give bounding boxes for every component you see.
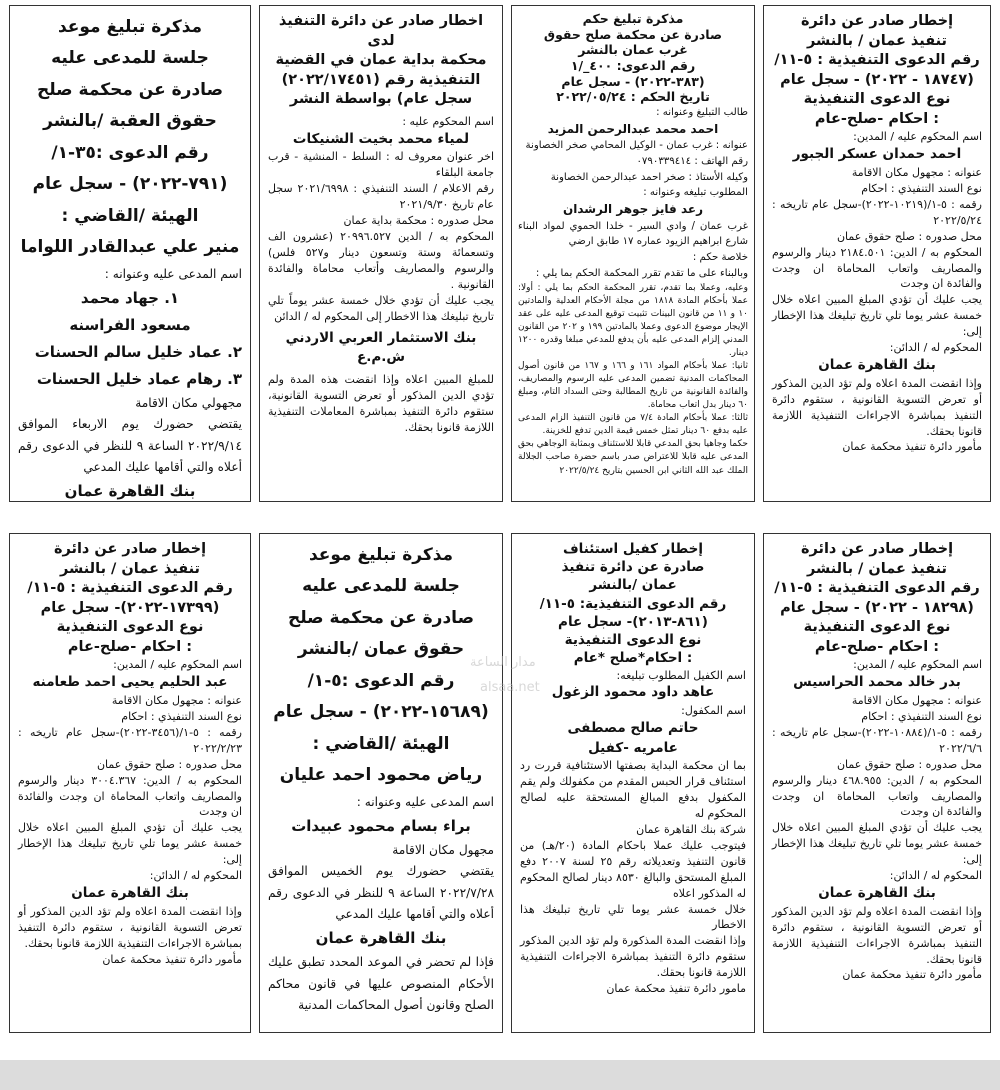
signature: مامور دائرة تنفيذ محكمة عمان bbox=[606, 982, 746, 996]
creditor-name: بنك القاهرة عمان bbox=[64, 482, 196, 501]
creditor-name: بنك القاهرة عمان bbox=[818, 885, 936, 902]
defendant-name: براء بسام محمود عبيدات bbox=[291, 816, 471, 835]
notice-title: إخطار صادر عن دائرة تنفيذ عمان / بالنشر رقم الدعوى التنفيذية : ٥-١١/ (١٨٧٤٧ - ٢٠٢٢) - سجل عام نوع الدعوى التنفيذية : احكام -صلح-عام bbox=[774, 13, 980, 127]
signature: مأمور دائرة تنفيذ محكمة عمان bbox=[102, 952, 242, 966]
page-footer-bar bbox=[0, 1060, 1000, 1090]
notice-title: إخطار صادر عن دائرة تنفيذ عمان / بالنشر رقم الدعوى التنفيذية : ٥-١١/ (١٧٣٩٩-٢٠٢٢)- سجل عام نوع الدعوى التنفيذية : احكام -صلح-عام bbox=[27, 541, 233, 655]
creditor-name: بنك القاهرة عمان bbox=[818, 357, 936, 374]
guarantor-name: عاهد داود محمود الزغول bbox=[551, 684, 715, 701]
defendant-name: عبد الحليم يحيى احمد طعامنه bbox=[32, 674, 228, 691]
notice-execution-shneikat: اخطار صادر عن دائرة التنفيذ لدى محكمة بداية عمان في القضية التنفيذية رقم (٢٠٢٢/١٧٤٥١) سجل عام) بواسطة النشر اسم المحكوم عليه : لمياء محمد بخيت الشنيكات اخر عنوان معروف له : السلط - المنشية - قرب جامعة البلقاء رقم الاعلام / السند التنفيذي : ٢٠٢١/٦٩٩٨ سجل عام تاريخ ٢٠٢١/٩/٣٠ محل صدوره : محكمة بداية عمان المحكوم به / الدين ٢٠٩٩٦.٥٢٧ (عشرون الف وتسعمائة وستة وتسعون دينار و٥٢٧ فلس) والرسوم والمصاريف وأتعاب محاماة والفائدة القانونية . يجب عليك أن تؤدي خلال خمسة عشر يوماً تلي تاريخ تبليغك هذا الاخطار إلى المحكوم له / الدائن بنك الاستثمار العربي الاردني ش.م.ع للمبلغ المبين اعلاه وإذا انقضت هذه المدة ولم تؤدي الدين المذكور أو تعرض التسوية القانونية، ستقوم دائرة التنفيذ بمباشرة المعاملات التنفيذية اللازمة قانونا بحقك. bbox=[259, 5, 503, 502]
signature: مأمور دائرة تنفيذ محكمة عمان bbox=[842, 968, 982, 982]
notice-title: إخطار كفيل استئناف صادرة عن دائرة تنفيذ عمان /بالنشر رقم الدعوى التنفيذية: ٥-١١/ (٨٦١-٢٠١٣)- سجل عام نوع الدعوى التنفيذية : احكام*صلح *عام bbox=[539, 541, 727, 667]
creditor-name: بنك القاهرة عمان bbox=[315, 929, 447, 948]
watermark: مدار الساعة bbox=[470, 655, 536, 670]
creditor-name: بنك الاستثمار العربي الاردني ش.م.ع bbox=[285, 329, 477, 366]
notice-execution-harasis: إخطار صادر عن دائرة تنفيذ عمان / بالنشر رقم الدعوى التنفيذية : ٥-١١/ (١٨٢٩٨ - ٢٠٢٢) - سجل عام نوع الدعوى التنفيذية : احكام -صلح-عام اسم المحكوم عليه / المدين: بدر خالد محمد الحراسيس عنوانه : مجهول مكان الاقامة نوع السند التنفيذي : احكام رقمه : ٥-١/(١٠٨٨٤-٢٠٢٢)-سجل عام تاريخه : ٢٠٢٢/٦/٦ محل صدوره : صلح حقوق عمان المحكوم به / الدين: ٤٦٨.٩٥٥ دينار والرسوم والمصاريف واتعاب المحاماة ان وجدت والفائدة ان وجدت يجب عليك أن تؤدي المبلغ المبين اعلاه خلال خمسة عشر يوما تلي تاريخ تبليغك هذا الإخطار إلى: المحكوم له / الدائن: بنك القاهرة عمان وإذا انقضت المدة اعلاه ولم تؤد الدين المذكور أو تعرض التسوية القانونية ، ستقوم دائرة التنفيذ بمباشرة الاجراءات التنفيذية اللازمة قانونا بحقك. مأمور دائرة تنفيذ محكمة عمان bbox=[763, 533, 991, 1033]
signature: مأمور دائرة تنفيذ محكمة عمان bbox=[842, 440, 982, 454]
defendant-name: بدر خالد محمد الحراسيس bbox=[793, 674, 961, 691]
notice-title: مذكرة تبليغ حكم صادرة عن محكمة صلح حقوق غرب عمان بالنشر رقم الدعوى: ٤٠٠_/١ (٣٨٣-٢٠٢٢) - سجل عام تاريخ الحكم : ٢٠٢٢/٠٥/٢٤ bbox=[543, 11, 723, 105]
notice-judgment-rashdan: مذكرة تبليغ حكم صادرة عن محكمة صلح حقوق غرب عمان بالنشر رقم الدعوى: ٤٠٠_/١ (٣٨٣-٢٠٢٢) - سجل عام تاريخ الحكم : ٢٠٢٢/٠٥/٢٤ طالب التبليغ وعنوانه : احمد محمد عبدالرحمن المزيد عنوانه : غرب عمان - الوكيل المحامي صخر الخصاونة رقم الهاتف : ٠٧٩٠٣٣٩٤١٤ وكيله الأستاذ : صخر احمد عبدالرحمن الخصاونة المطلوب تبليغه وعنوانه : رعد فايز جوهر الرشدان غرب عمان / وادي السير - خلدا الحموي لمواد البناء شارع ابراهيم الزيود عماره ١٧ طابق ارضي خلاصة حكم : وبالبناء على ما تقدم تقرر المحكمة الحكم بما يلي : وعليه، وعملا بما تقدم، تقرر المحكمة الحكم بما يلي : أولا: عملا بأحكام المادة ١٨١٨ من مجلة الأحكام العدلية والمادتين ١٠ و ١١ من قانون البينات تثبيت توقيع المدعى عليه على عقد الإيجار موضوع الدعوى وعملا بالمادتين ١٩٩ و ٢٠٢ من القانون المدني إلزام المدعى عليه بأن يدفع للمدعي مبلغا وقدره ١٢٠٠ دينار. ثانيا: عملا بأحكام المواد ١٦١ و ١٦٦ و ١٦٧ من قانون أصول المحاكمات المدنية تضمين المدعى عليه الرسوم والمصاريف، والفائدة القانونية من تاريخ المطالبة وحتى السداد التام، ومبلغ ٦٠ دينار بدل اتعاب محاماة. ثالثا: عملا بأحكام المادة ٧/٤ من قانون التنفيذ الزام المدعى عليه بدفع ٦٠ دينار تمثل خمس قيمة الدين تدفع للخزينة. حكما وجاهيا بحق المدعي قابلا للاستئناف وبمثابة الوجاهي بحق المدعى عليه قابلا للاعتراض صدر باسم حضرة صاحب الجلالة الملك عبد الله الثاني ابن الحسين بتاريخ ٢٠٢٢/٥/٢٤ bbox=[511, 5, 755, 502]
notice-session-aqaba: مذكرة تبليغ موعد جلسة للمدعى عليه صادرة عن محكمة صلح حقوق العقبة /بالنشر رقم الدعوى :٣٥-١/ (٧٩١-٢٠٢٢) - سجل عام الهيئة /القاضي : منير علي عبدالقادر اللواما اسم المدعى عليه وعنوانه : ١. جهاد محمد مسعود الفراسنه ٢. عماد خليل سالم الحسنات ٣. رهام عماد خليل الحسنات مجهولي مكان الاقامة يقتضي حضورك يوم الاربعاء الموافق ٢٠٢٢/٩/١٤ الساعة ٩ للنظر في الدعوى رقم أعلاه والتي أقامها عليك المدعي بنك القاهرة عمان bbox=[9, 5, 251, 502]
notice-title: إخطار صادر عن دائرة تنفيذ عمان / بالنشر رقم الدعوى التنفيذية : ٥-١١/ (١٨٢٩٨ - ٢٠٢٢) - سجل عام نوع الدعوى التنفيذية : احكام -صلح-عام bbox=[774, 541, 980, 655]
watermark: alsaa.net bbox=[480, 680, 540, 695]
notice-execution-taamneh: إخطار صادر عن دائرة تنفيذ عمان / بالنشر رقم الدعوى التنفيذية : ٥-١١/ (١٧٣٩٩-٢٠٢٢)- سجل عام نوع الدعوى التنفيذية : احكام -صلح-عام اسم المحكوم عليه / المدين: عبد الحليم يحيى احمد طعامنه عنوانه : مجهول مكان الاقامة نوع السند التنفيذي : احكام رقمه : ٥-١/(٣٤٥٦-٢٠٢٢)-سجل عام تاريخه : ٢٠٢٢/٢/٢٣ محل صدوره : صلح حقوق عمان المحكوم به / الدين: ٣٠٠٤.٣٦٧ دينار والرسوم والمصاريف واتعاب المحاماة ان وجدت والفائدة ان وجدت يجب عليك أن تؤدي المبلغ المبين اعلاه خلال خمسة عشر يوما تلي تاريخ تبليغك هذا الإخطار إلى: المحكوم له / الدائن: بنك القاهرة عمان وإذا انقضت المدة اعلاه ولم تؤد الدين المذكور أو تعرض التسوية القانونية ، ستقوم دائرة التنفيذ بمباشرة الاجراءات التنفيذية اللازمة قانونا بحقك. مأمور دائرة تنفيذ محكمة عمان bbox=[9, 533, 251, 1033]
defendant-name: احمد حمدان عسكر الجبور bbox=[792, 146, 962, 163]
notice-title: مذكرة تبليغ موعد جلسة للمدعى عليه صادرة عن محكمة صلح حقوق عمان /بالنشر رقم الدعوى :٥-١/ (١٥٦٨٩-٢٠٢٢) - سجل عام الهيئة /القاضي : رياض محمود احمد عليان bbox=[273, 545, 489, 786]
notice-title: اخطار صادر عن دائرة التنفيذ لدى محكمة بداية عمان في القضية التنفيذية رقم (٢٠٢٢/١٧٤٥١) سجل عام) بواسطة النشر bbox=[275, 13, 487, 108]
creditor-name: بنك القاهرة عمان bbox=[71, 885, 189, 902]
notice-execution-jabour: إخطار صادر عن دائرة تنفيذ عمان / بالنشر رقم الدعوى التنفيذية : ٥-١١/ (١٨٧٤٧ - ٢٠٢٢) - سجل عام نوع الدعوى التنفيذية : احكام -صلح-عام اسم المحكوم عليه / المدين: احمد حمدان عسكر الجبور عنوانه : مجهول مكان الاقامة نوع السند التنفيذي : احكام رقمه : ٥-١/(١٠٢١٩-٢٠٢٢)-سجل عام تاريخه : ٢٠٢٢/٥/٢٤ محل صدوره : صلح حقوق عمان المحكوم به / الدين: ٢١٨٤.٥٠١ دينار والرسوم والمصاريف واتعاب المحاماة ان وجدت والفائدة ان وجدت يجب عليك أن تؤدي المبلغ المبين اعلاه خلال خمسة عشر يوما تلي تاريخ تبليغك هذا الإخطار إلى: المحكوم له / الدائن: بنك القاهرة عمان وإذا انقضت المدة اعلاه ولم تؤد الدين المذكور أو تعرض التسوية القانونية ، ستقوم دائرة التنفيذ بمباشرة الاجراءات التنفيذية اللازمة قانونا بحقك. مأمور دائرة تنفيذ محكمة عمان bbox=[763, 5, 991, 502]
notice-session-amman: مذكرة تبليغ موعد جلسة للمدعى عليه صادرة عن محكمة صلح حقوق عمان /بالنشر رقم الدعوى :٥-١/ (١٥٦٨٩-٢٠٢٢) - سجل عام الهيئة /القاضي : رياض محمود احمد عليان اسم المدعى عليه وعنوانه : براء بسام محمود عبيدات مجهول مكان الاقامة يقتضي حضورك يوم الخميس الموافق ٢٠٢٢/٧/٢٨ الساعة ٩ للنظر في الدعوى رقم أعلاه والتي أقامها عليك المدعي بنك القاهرة عمان فإذا لم تحضر في الموعد المحدد تطبق عليك الأحكام المنصوص عليها في قانون محاكم الصلح وقانون أصول المحاكمات المدنية bbox=[259, 533, 503, 1033]
defendant-name: لمياء محمد بخيت الشنيكات bbox=[292, 130, 470, 147]
notice-guarantor-zghoul: إخطار كفيل استئناف صادرة عن دائرة تنفيذ عمان /بالنشر رقم الدعوى التنفيذية: ٥-١١/ (٨٦١-٢٠١٣)- سجل عام نوع الدعوى التنفيذية : احكام*صلح *عام اسم الكفيل المطلوب تبليغه: عاهد داود محمود الزغول اسم المكفول: حاتم صالح مصطفى عامريه -كفيل بما ان محكمة البداية بصفتها الاستئنافية قررت رد استئناف قرار الحبس المقدم من مكفولك ولم يقم المكفول بدفع المبالغ المستحقة عليه لصالح المحكوم له شركة بنك القاهرة عمان فيتوجب عليك عملا باحكام المادة (٢٠/هـ) من قانون التنفيذ وتعديلاته رقم ٢٥ لسنة ٢٠٠٧ دفع المبلغ المستحق والبالغ ٨٥٣٠ دينار لصالح المحكوم له المذكور اعلاه خلال خمسة عشر يوما تلي تاريخ تبليغك هذا الاخطار وإذا انقضت المدة المذكورة ولم تؤد الدين المذكور ستقوم دائرة التنفيذ بمباشرة الاجراءات التنفيذية اللازمة قانونا بحقك. مامور دائرة تنفيذ محكمة عمان bbox=[511, 533, 755, 1033]
notice-title: مذكرة تبليغ موعد جلسة للمدعى عليه صادرة عن محكمة صلح حقوق العقبة /بالنشر رقم الدعوى :٣٥-١/ (٧٩١-٢٠٢٢) - سجل عام الهيئة /القاضي : منير علي عبدالقادر اللواما bbox=[20, 17, 240, 258]
